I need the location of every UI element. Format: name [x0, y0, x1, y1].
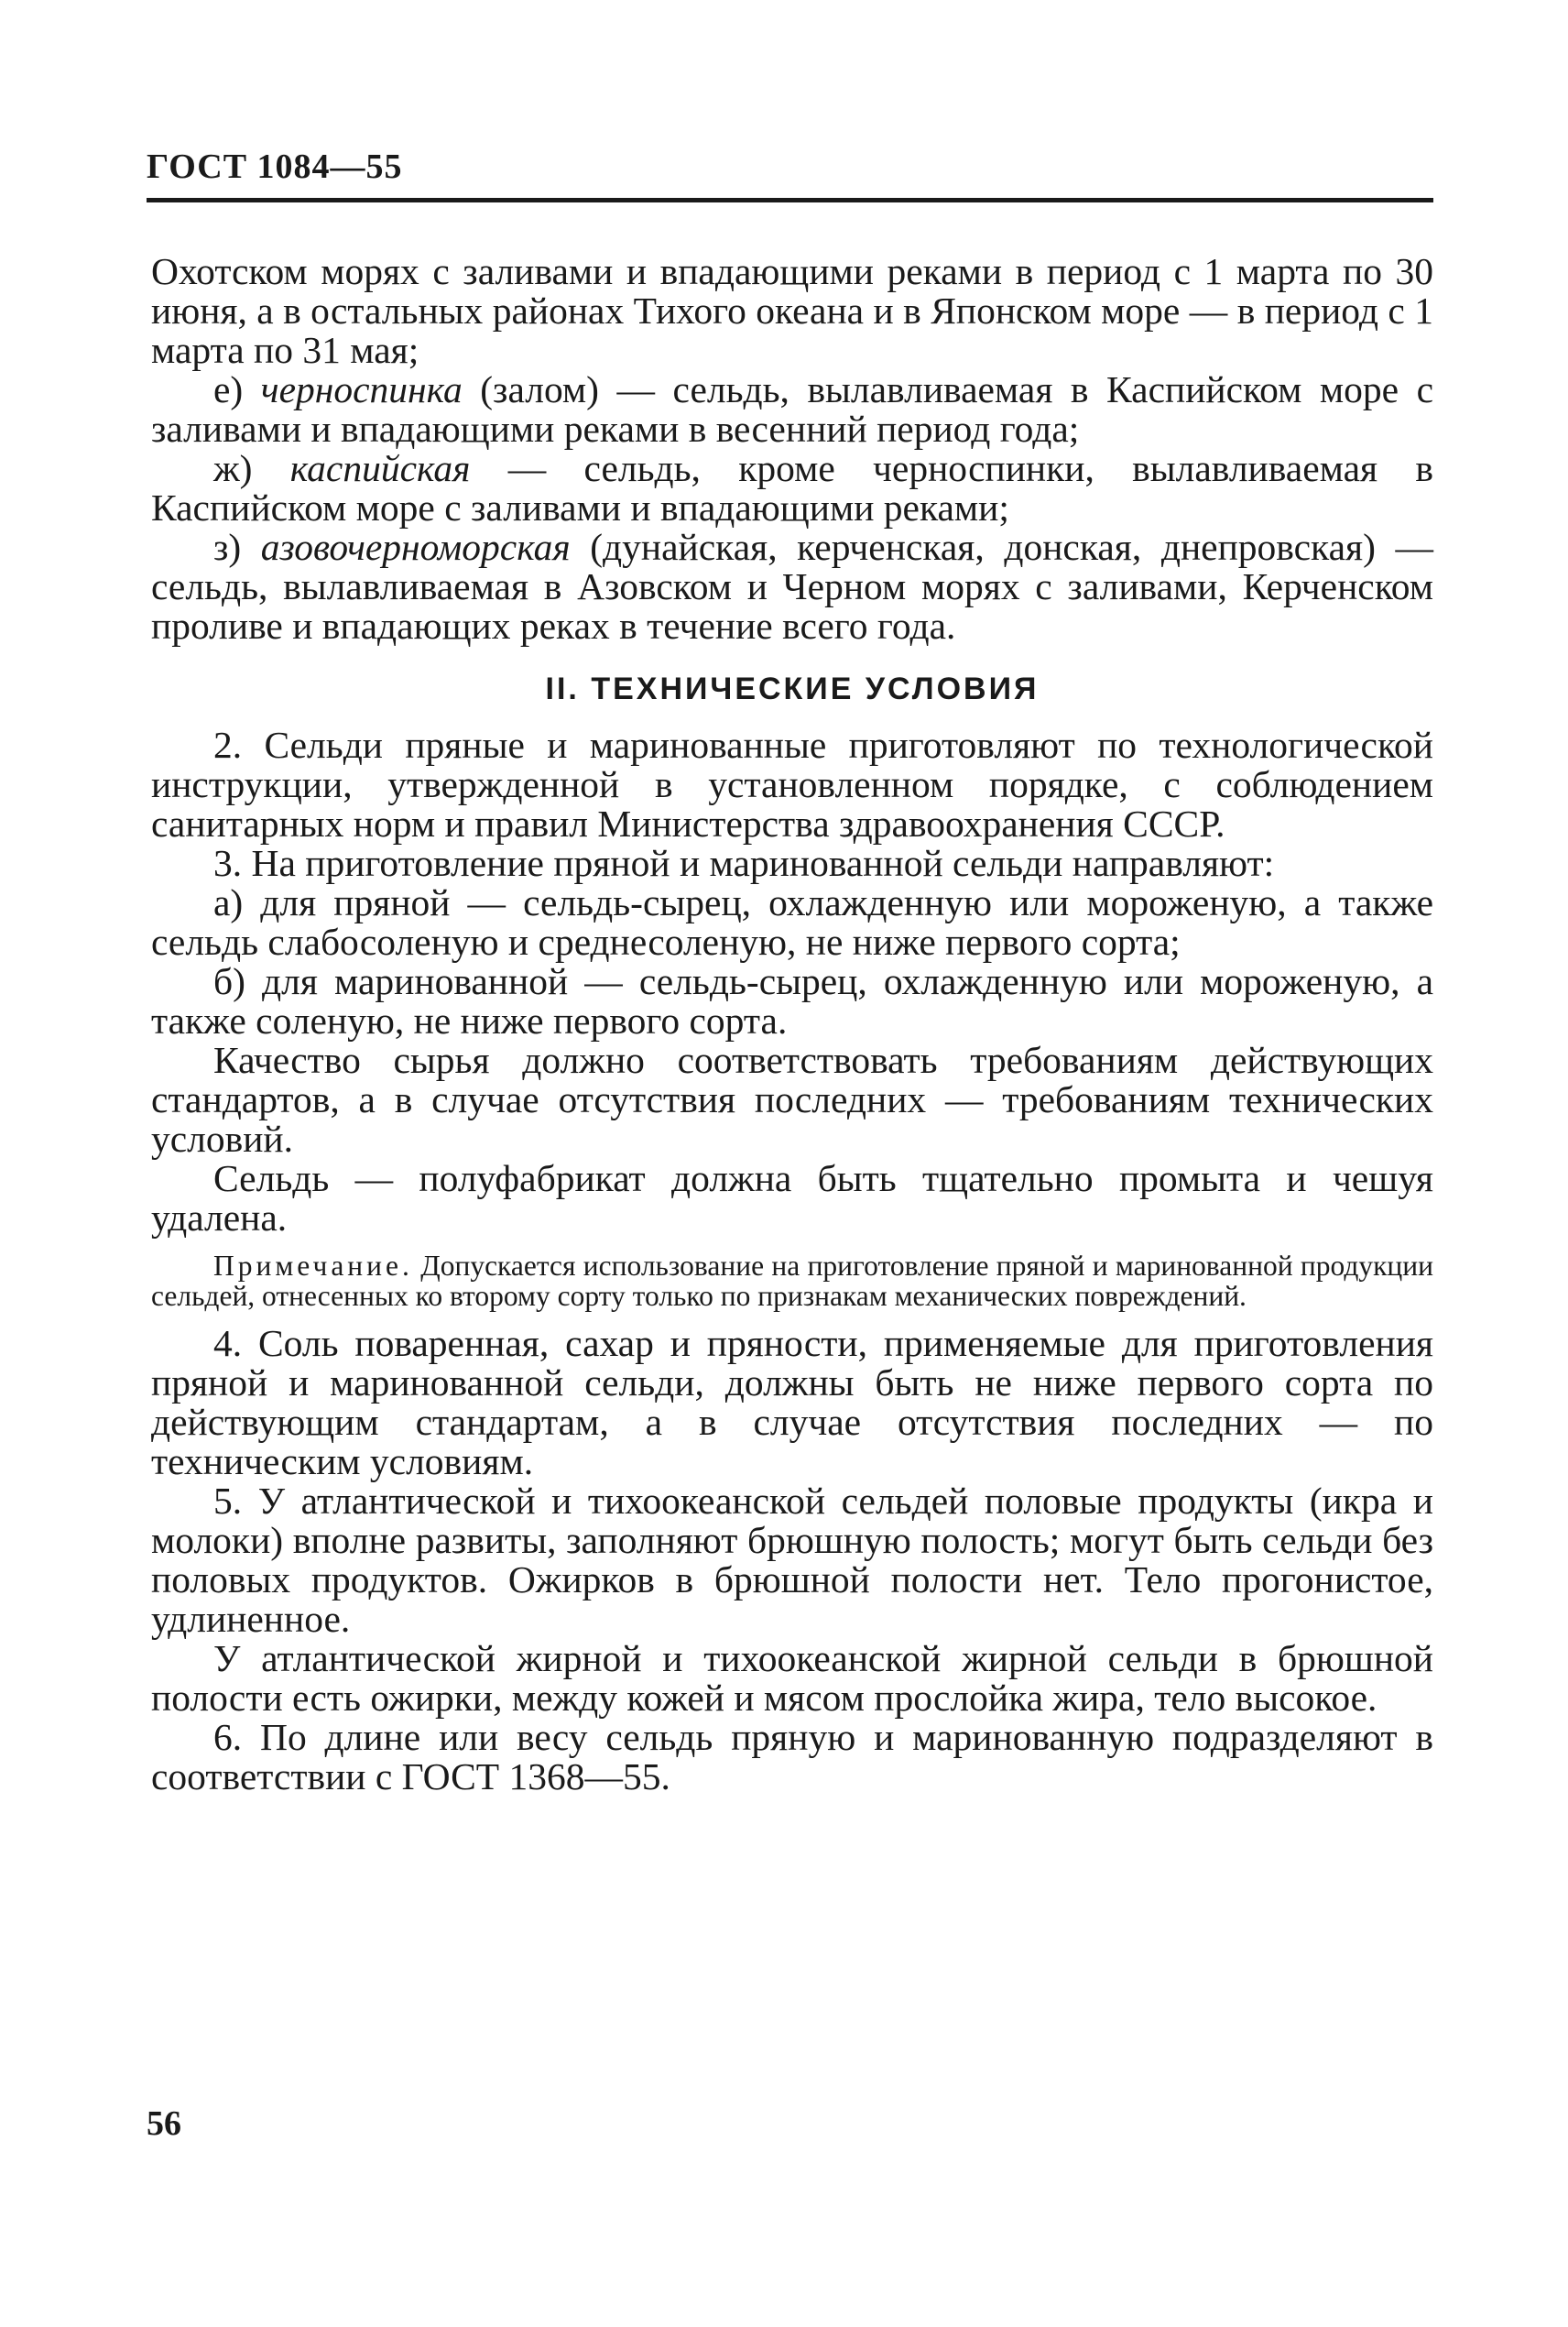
paragraph-4: 4. Соль поваренная, сахар и пряности, применяемые для приготовления пряной и маринованной сельди, должны быть не ниже первого сорта по действующим стандартам, а в случае отсутствия последних — по техническим условиям. [151, 1322, 1433, 1482]
document-header: ГОСТ 1084—55 [147, 147, 403, 186]
item-marker: ж) [213, 447, 290, 489]
item-text: (дунайская, керченская, донская, днепровская) — сельдь, вылавливаемая в Азовском и Черном морях с заливами, Керченском проливе и впадающих реках в течение всего года. [151, 526, 1433, 647]
note-label: Примечание. [213, 1250, 413, 1282]
section-heading: II. ТЕХНИЧЕСКИЕ УСЛОВИЯ [545, 672, 1040, 706]
paragraph-item-e [151, 370, 1433, 449]
paragraph-3a: а) для пряной — сельдь-сырец, охлажденную или мороженую, а также сельдь слабосоленую и среднесоленую, не ниже первого сорта; [151, 881, 1433, 963]
header-rule [147, 198, 1433, 202]
page-number: 56 [147, 2104, 181, 2143]
note-text: Допускается использование на приготовление пряной и маринованной продукции сельдей, отнесенных ко второму сорту только по признакам механических повреждений. [151, 1250, 1433, 1312]
paragraph-item-z [151, 528, 1433, 646]
paragraph-3b: б) для маринованной — сельдь-сырец, охлажденную или мороженую, а также соленую, не ниже первого сорта. [151, 960, 1433, 1042]
item-marker: з) [213, 526, 261, 568]
paragraph-quality: Качество сырья должно соответствовать требованиям действующих стандартов, а в случае отсутствия последних — требованиям технических условий. [151, 1039, 1433, 1160]
paragraph-3: 3. На приготовление пряной и маринованной сельди направляют: [213, 842, 1275, 884]
item-text: — сельдь, кроме черноспинки, вылавливаемая в Каспийском море с заливами и впадающими реками; [151, 447, 1433, 529]
paragraph-5: 5. У атлантической и тихоокеанской сельдей половые продукты (икра и молоки) вполне развиты, заполняют брюшную полость; могут быть сельди без половых продуктов. Ожирков в брюшной полости нет. Тело прогонистое, удлиненное. [151, 1480, 1433, 1640]
paragraph-2: 2. Сельди пряные и маринованные приготовляют по технологической инструкции, утвержденной в установленном порядке, с соблюдением санитарных норм и правил Министерства здравоохранения СССР. [151, 724, 1433, 845]
term-chernospinka: черноспинка [260, 368, 463, 410]
term-kaspiyskaya: каспийская [289, 447, 471, 489]
paragraph-continuation: Охотском морях с заливами и впадающими реками в период с 1 марта по 30 июня, а в остальных районах Тихого океана и в Японском море — в период с 1 марта по 31 мая; [151, 250, 1433, 371]
term-azovochernomorskaya: азовочерноморская [260, 526, 571, 568]
paragraph-semi-product: Сельдь — полуфабрикат должна быть тщательно промыта и чешуя удалена. [151, 1157, 1433, 1239]
note [151, 1251, 1433, 1311]
item-marker: е) [213, 368, 261, 410]
paragraph-6: 6. По длине или весу сельдь пряную и маринованную подразделяют в соответствии с ГОСТ 1368—55. [151, 1716, 1433, 1797]
paragraph-5-fatty: У атлантической жирной и тихоокеанской жирной сельди в брюшной полости есть ожирки, между кожей и мясом прослойка жира, тело высокое. [151, 1637, 1433, 1719]
body-text [151, 252, 1433, 1797]
paragraph-item-zh [151, 449, 1433, 528]
item-text: (залом) — сельдь, вылавливаемая в Каспийском море с заливами и впадающими реками в весенний период года; [151, 368, 1433, 450]
